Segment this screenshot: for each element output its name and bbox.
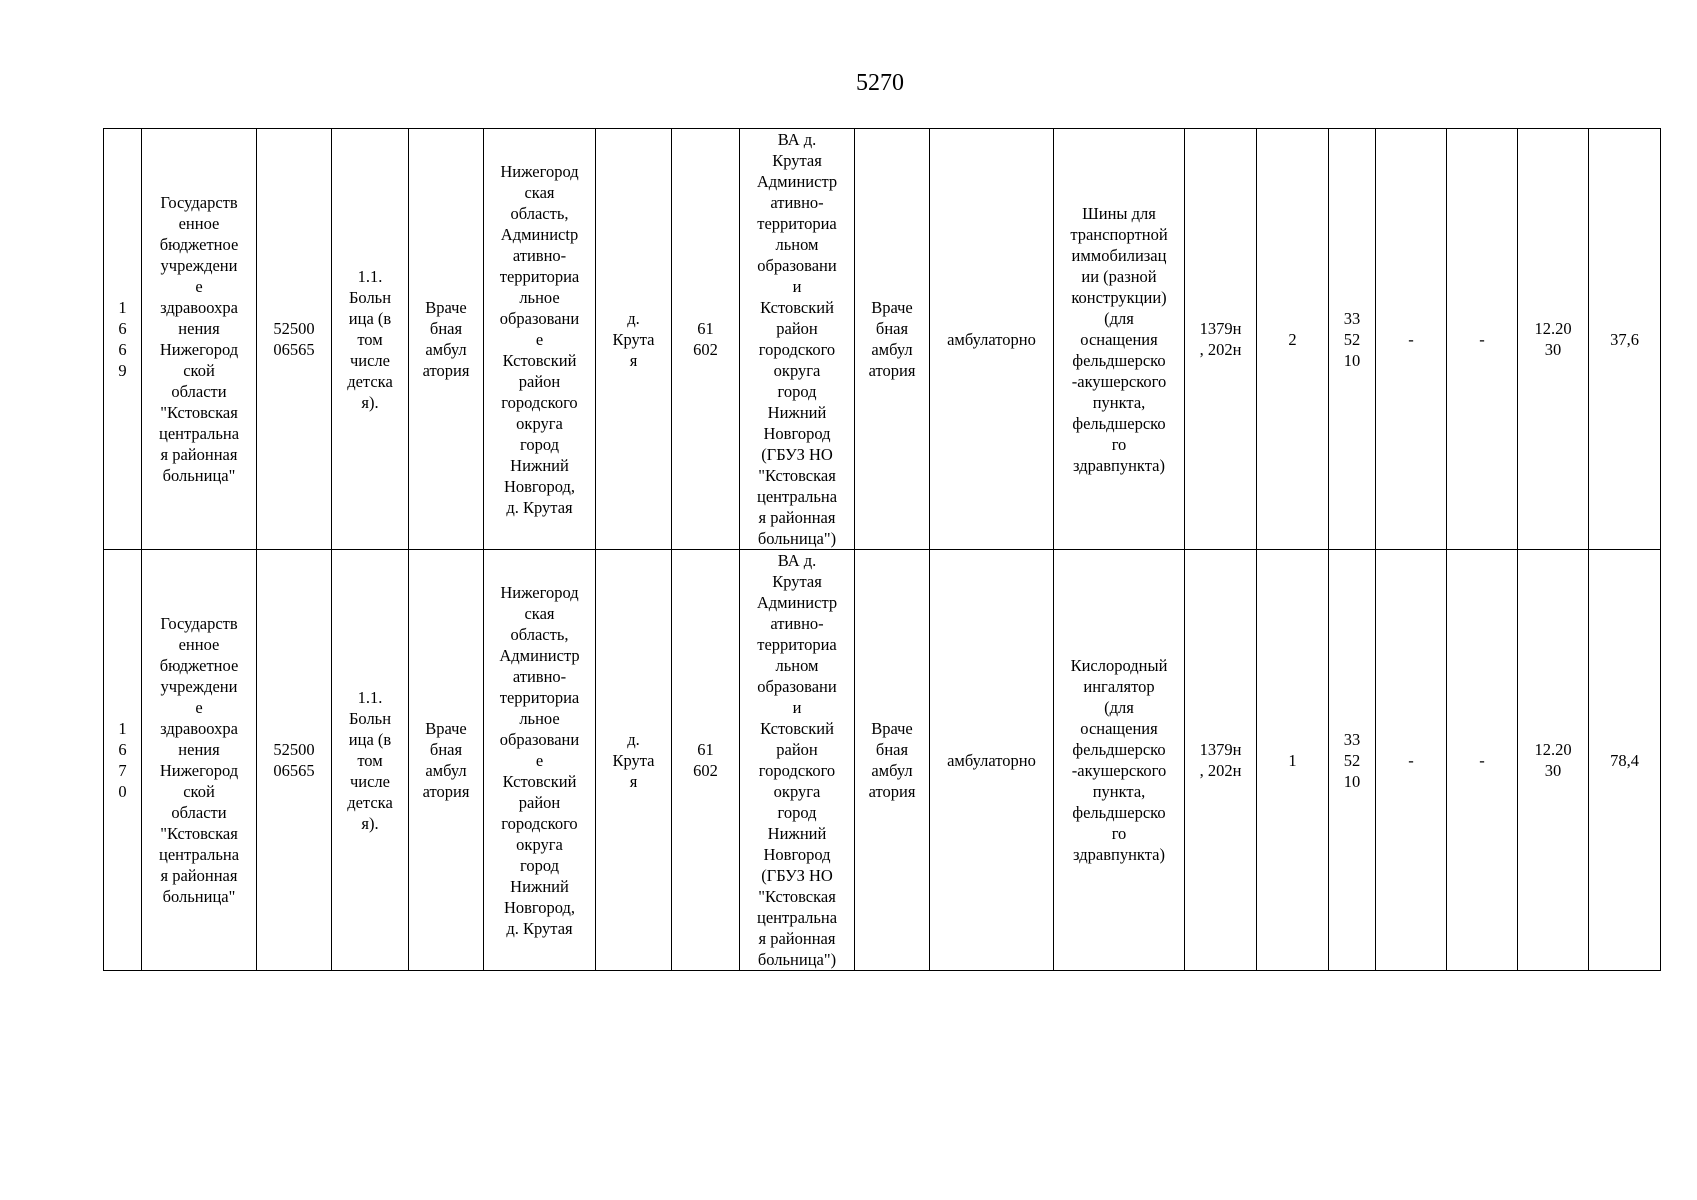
- cell-line: е: [195, 277, 203, 296]
- cell-line: район: [776, 319, 818, 338]
- cell-line: 06565: [273, 761, 315, 780]
- cell-line: Админисtр: [500, 224, 579, 244]
- cell-col-15: [1447, 129, 1518, 550]
- cell-organization: [142, 129, 257, 550]
- table-row: [104, 550, 1661, 971]
- cell-line: Администр: [756, 593, 838, 612]
- cell-line: числе: [349, 350, 390, 370]
- page-number: 5270: [856, 70, 904, 96]
- cell-line: е: [535, 329, 544, 349]
- cell-line: , 202н: [1199, 340, 1242, 359]
- cell-locality: [596, 129, 672, 550]
- cell-line: амбулаторно: [947, 750, 1036, 770]
- cell-line: Враче: [871, 719, 913, 738]
- cell-line: город: [519, 855, 560, 875]
- cell-line: д.: [627, 308, 640, 328]
- cell-line: образовани: [499, 308, 580, 328]
- cell-line: 78,4: [1610, 750, 1639, 770]
- cell-line: центральна: [756, 908, 838, 927]
- cell-line: оснащения: [1080, 719, 1158, 738]
- cell-line: -: [1408, 329, 1414, 349]
- cell-line: Нижегород: [159, 340, 239, 359]
- cell-line: я районная: [758, 508, 836, 527]
- cell-line: я районная: [160, 866, 238, 885]
- cell-line: 12.20: [1534, 319, 1572, 338]
- cell-line: 52500: [273, 319, 315, 338]
- cell-line: 1.1.: [357, 266, 383, 286]
- cell-line: 37,6: [1610, 329, 1639, 349]
- cell-line: я: [629, 771, 638, 791]
- cell-line: пункта,: [1092, 782, 1146, 801]
- cell-line: амбул: [871, 761, 913, 780]
- cell-amount: [1589, 129, 1661, 550]
- cell-line: амбулаторно: [947, 329, 1036, 349]
- cell-line: конструкции): [1071, 287, 1167, 307]
- cell-line: Нижний: [510, 455, 569, 475]
- cell-line: здравпункта): [1073, 455, 1165, 475]
- cell-line: том: [357, 750, 383, 770]
- cell-line: 0: [118, 782, 127, 801]
- cell-line: (для: [1104, 698, 1134, 717]
- table-body: [104, 129, 1661, 971]
- cell-line: льном: [775, 235, 819, 254]
- cell-line: Больн: [348, 708, 392, 728]
- cell-line: 6: [118, 340, 127, 359]
- cell-line: Нижегород: [500, 582, 579, 602]
- cell-locality: [596, 550, 672, 971]
- cell-line: 52: [1343, 750, 1361, 770]
- cell-line: область,: [510, 624, 569, 644]
- cell-line: Новгород: [763, 845, 831, 864]
- cell-line: амбул: [871, 340, 913, 359]
- cell-line: 61: [697, 740, 714, 759]
- cell-line: город: [777, 382, 817, 401]
- cell-line: Администр: [499, 645, 580, 665]
- cell-line: Нижний: [510, 876, 569, 896]
- cell-quantity: [1257, 129, 1329, 550]
- cell-line: 33: [1343, 308, 1361, 328]
- cell-col-15: [1447, 550, 1518, 971]
- cell-line: ативно-: [512, 245, 567, 265]
- cell-line: льное: [519, 287, 560, 307]
- cell-line: области: [171, 803, 227, 822]
- cell-line: амбул: [425, 761, 467, 780]
- cell-line: Враче: [425, 719, 467, 738]
- cell-date: [1518, 550, 1589, 971]
- cell-line: атория: [422, 361, 470, 380]
- cell-line: ативно-: [512, 666, 567, 686]
- cell-line: здравоохра: [160, 298, 238, 317]
- cell-line: детска: [347, 792, 393, 812]
- cell-line: (для: [1104, 308, 1134, 328]
- cell-line: городского: [501, 813, 578, 833]
- cell-line: 602: [693, 340, 718, 359]
- cell-line: -акушерского: [1071, 371, 1167, 391]
- cell-line: 9: [118, 361, 127, 380]
- cell-line: 6: [118, 740, 127, 759]
- cell-equipment: [1054, 550, 1185, 971]
- cell-line: территориа: [757, 214, 837, 233]
- cell-line: Кстовский: [760, 719, 834, 738]
- cell-line: бная: [875, 319, 909, 338]
- cell-line: нения: [178, 740, 220, 759]
- cell-line: ВА д.: [777, 130, 817, 149]
- cell-line: льное: [519, 708, 560, 728]
- cell-line: я: [629, 350, 638, 370]
- cell-line: -: [1408, 750, 1414, 770]
- cell-organization: [142, 550, 257, 971]
- cell-line: 10: [1343, 350, 1361, 370]
- cell-line: д. Крутая: [506, 497, 573, 517]
- cell-line: Нижний: [767, 824, 827, 843]
- cell-line: 10: [1343, 771, 1361, 791]
- cell-unit: [409, 129, 484, 550]
- cell-line: Государств: [160, 193, 238, 212]
- cell-line: Нижегород: [500, 161, 579, 181]
- cell-line: (ГБУЗ НО: [761, 445, 833, 464]
- cell-line: ской: [183, 361, 215, 380]
- cell-line: 1: [118, 298, 127, 317]
- cell-line: городского: [758, 761, 836, 780]
- cell-line: округа: [516, 834, 563, 854]
- cell-line: числе: [349, 771, 390, 791]
- cell-line: я районная: [160, 445, 238, 464]
- cell-line: 1379н: [1199, 740, 1242, 759]
- cell-line: Государств: [160, 614, 238, 633]
- cell-row-number: [104, 550, 142, 971]
- cell-inn: [257, 550, 332, 971]
- cell-line: ской: [183, 782, 215, 801]
- registry-table: [103, 128, 1661, 971]
- cell-inn: [257, 129, 332, 550]
- cell-division: [740, 550, 855, 971]
- cell-line: "Кстовская: [160, 824, 238, 843]
- cell-line: е: [535, 750, 544, 770]
- cell-line: детска: [347, 371, 393, 391]
- cell-line: район: [776, 740, 818, 759]
- cell-address: [484, 129, 596, 550]
- cell-line: территориа: [499, 266, 580, 286]
- cell-line: округа: [516, 413, 563, 433]
- cell-line: "Кстовская: [758, 887, 836, 906]
- cell-line: больница": [162, 887, 236, 906]
- cell-line: иммобилизац: [1071, 245, 1167, 265]
- cell-line: территориа: [499, 687, 580, 707]
- cell-line: ская: [524, 603, 555, 623]
- cell-unit-type: [855, 550, 930, 971]
- cell-line: атория: [868, 782, 916, 801]
- cell-line: ица (в: [348, 729, 392, 749]
- cell-line: 52500: [273, 740, 315, 759]
- cell-line: бная: [429, 740, 463, 759]
- cell-line: 1: [118, 719, 127, 738]
- cell-line: образовани: [757, 677, 837, 696]
- cell-line: бная: [429, 319, 463, 338]
- cell-line: Новгород: [763, 424, 831, 443]
- cell-line: город: [777, 803, 817, 822]
- cell-line: транспортной: [1070, 224, 1168, 244]
- cell-address: [484, 550, 596, 971]
- cell-line: Кстовский: [502, 771, 577, 791]
- cell-line: центральна: [158, 424, 240, 443]
- cell-quantity: [1257, 550, 1329, 971]
- cell-division: [740, 129, 855, 550]
- cell-line: 52: [1343, 329, 1361, 349]
- cell-line: , 202н: [1199, 761, 1242, 780]
- cell-line: льном: [775, 656, 819, 675]
- cell-line: пункта,: [1092, 392, 1146, 412]
- cell-orders: [1185, 550, 1257, 971]
- cell-equipment: [1054, 129, 1185, 550]
- table-row: [104, 129, 1661, 550]
- cell-line: 7: [118, 761, 127, 780]
- cell-line: д.: [627, 729, 640, 749]
- cell-line: го: [1111, 434, 1127, 454]
- cell-line: том: [357, 329, 383, 349]
- cell-line: -: [1479, 750, 1485, 770]
- cell-line: ица (в: [348, 308, 392, 328]
- cell-line: енное: [178, 214, 220, 233]
- cell-line: 602: [693, 761, 718, 780]
- cell-line: Больн: [348, 287, 392, 307]
- cell-line: Нижний: [767, 403, 827, 422]
- cell-facility-type: [332, 129, 409, 550]
- cell-line: Враче: [425, 298, 467, 317]
- cell-okpd: [1329, 129, 1376, 550]
- cell-line: 6: [118, 319, 127, 338]
- cell-care-mode: [930, 129, 1054, 550]
- cell-line: Шины для: [1082, 203, 1156, 223]
- cell-line: 61: [697, 319, 714, 338]
- cell-line: 1.1.: [357, 687, 383, 707]
- cell-line: и: [792, 698, 802, 717]
- cell-line: 30: [1544, 761, 1562, 780]
- cell-line: больница"): [757, 529, 837, 548]
- cell-line: (ГБУЗ НО: [761, 866, 833, 885]
- cell-line: "Кстовская: [160, 403, 238, 422]
- cell-line: фельдшерско: [1072, 350, 1166, 370]
- cell-line: бюджетное: [159, 656, 239, 675]
- cell-line: район: [518, 792, 561, 812]
- cell-line: городского: [501, 392, 578, 412]
- cell-line: -акушерского: [1071, 761, 1167, 780]
- cell-line: область,: [510, 203, 569, 223]
- cell-line: амбул: [425, 340, 467, 359]
- cell-line: е: [195, 698, 203, 717]
- cell-line: 2: [1288, 329, 1297, 349]
- cell-line: Кстовский: [760, 298, 834, 317]
- cell-line: атория: [422, 782, 470, 801]
- cell-line: учреждени: [160, 256, 238, 275]
- cell-line: области: [171, 382, 227, 401]
- cell-line: Новгород,: [503, 476, 576, 496]
- cell-line: городского: [758, 340, 836, 359]
- cell-line: бная: [875, 740, 909, 759]
- cell-line: Новгород,: [503, 897, 576, 917]
- cell-oktmo-code: [672, 129, 740, 550]
- cell-line: атория: [868, 361, 916, 380]
- cell-line: центральна: [158, 845, 240, 864]
- cell-line: го: [1111, 824, 1127, 843]
- cell-line: -: [1479, 329, 1485, 349]
- cell-line: ативно-: [770, 614, 824, 633]
- cell-line: фельдшерско: [1072, 740, 1166, 759]
- cell-line: 1379н: [1199, 319, 1242, 338]
- cell-line: ингалятор: [1083, 677, 1155, 696]
- cell-line: Крута: [612, 750, 655, 770]
- cell-line: территориа: [757, 635, 837, 654]
- cell-line: и: [792, 277, 802, 296]
- cell-unit-type: [855, 129, 930, 550]
- cell-line: бюджетное: [159, 235, 239, 254]
- cell-line: ативно-: [770, 193, 824, 212]
- cell-line: ская: [524, 182, 555, 202]
- cell-line: учреждени: [160, 677, 238, 696]
- cell-line: 33: [1343, 729, 1361, 749]
- cell-line: Нижегород: [159, 761, 239, 780]
- cell-line: Кислородный: [1070, 656, 1168, 675]
- cell-line: д. Крутая: [506, 918, 573, 938]
- cell-line: больница"): [757, 950, 837, 969]
- cell-line: 12.20: [1534, 740, 1572, 759]
- cell-line: больница": [162, 466, 236, 485]
- cell-line: "Кстовская: [758, 466, 836, 485]
- cell-line: Кстовский: [502, 350, 577, 370]
- cell-line: оснащения: [1080, 329, 1158, 349]
- cell-care-mode: [930, 550, 1054, 971]
- cell-unit: [409, 550, 484, 971]
- cell-date: [1518, 129, 1589, 550]
- cell-line: 06565: [273, 340, 315, 359]
- cell-orders: [1185, 129, 1257, 550]
- cell-line: Крута: [612, 329, 655, 349]
- cell-col-14: [1376, 129, 1447, 550]
- cell-line: фельдшерско: [1072, 413, 1166, 433]
- cell-line: образовани: [757, 256, 837, 275]
- cell-line: фельдшерско: [1072, 803, 1166, 822]
- cell-line: округа: [773, 782, 821, 801]
- cell-amount: [1589, 550, 1661, 971]
- cell-line: здравпункта): [1073, 845, 1165, 864]
- cell-line: Крутая: [772, 151, 822, 170]
- cell-line: образовани: [499, 729, 580, 749]
- cell-line: район: [518, 371, 561, 391]
- cell-line: 30: [1544, 340, 1562, 359]
- cell-line: здравоохра: [160, 719, 238, 738]
- cell-line: город: [519, 434, 560, 454]
- cell-line: 1: [1288, 750, 1297, 770]
- cell-line: я районная: [758, 929, 836, 948]
- cell-oktmo-code: [672, 550, 740, 971]
- cell-line: Администр: [756, 172, 838, 191]
- cell-line: енное: [178, 635, 220, 654]
- cell-line: центральна: [756, 487, 838, 506]
- cell-line: ии (разной: [1081, 266, 1157, 286]
- cell-line: я).: [361, 392, 379, 412]
- cell-line: Враче: [871, 298, 913, 317]
- cell-facility-type: [332, 550, 409, 971]
- cell-line: я).: [361, 813, 379, 833]
- cell-line: Крутая: [772, 572, 822, 591]
- cell-okpd: [1329, 550, 1376, 971]
- cell-line: нения: [178, 319, 220, 338]
- cell-col-14: [1376, 550, 1447, 971]
- cell-line: ВА д.: [777, 551, 817, 570]
- cell-line: округа: [773, 361, 821, 380]
- cell-row-number: [104, 129, 142, 550]
